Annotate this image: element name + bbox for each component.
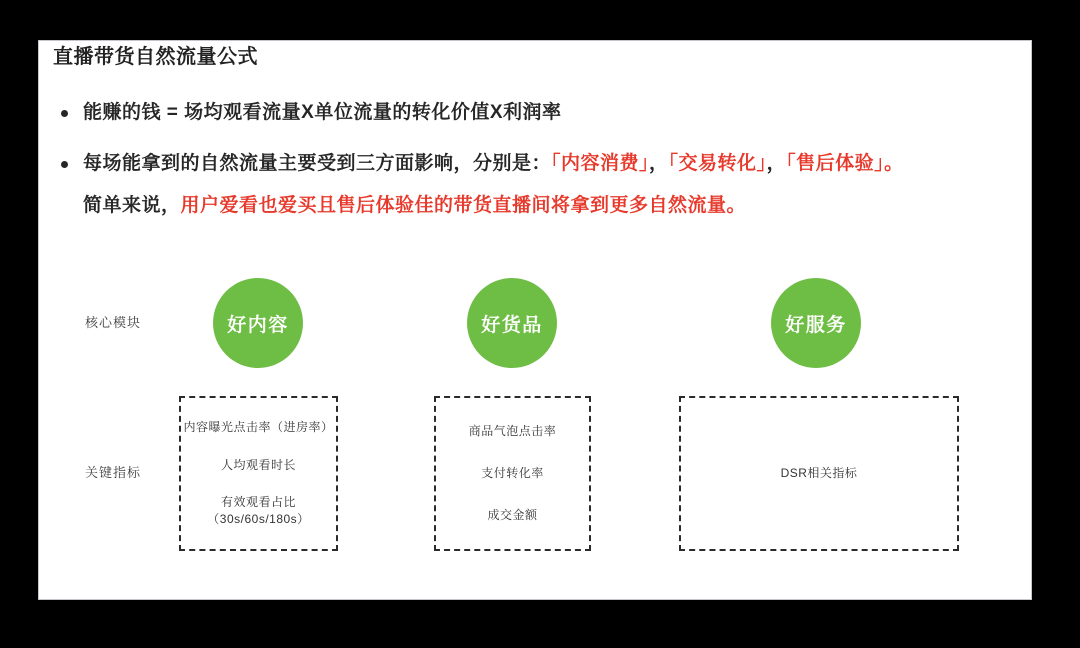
- metrics-box-content: [179, 396, 338, 551]
- metrics-box-service: [679, 396, 959, 551]
- formula-text: 能赚的钱 = 场均观看流量X单位流量的转化价值X利润率: [83, 102, 562, 123]
- module-circle-good-content: [213, 278, 303, 368]
- factors-separator: ，: [766, 153, 787, 174]
- bullet-factors: [61, 143, 1001, 227]
- bullet-dot: [61, 110, 68, 117]
- page-title: 直播带货自然流量公式: [53, 46, 258, 68]
- metric-item: 内容曝光点击率（进房率）: [183, 419, 334, 434]
- factor-content-consumption: 「内容消费」: [551, 153, 650, 174]
- module-label: 好服务: [785, 314, 847, 336]
- factors-intro: 每场能拿到的自然流量主要受到三方面影响，分别是：: [83, 153, 552, 174]
- metric-item: 成交金额: [487, 508, 538, 522]
- metric-item: [207, 494, 309, 528]
- metric-item-line: 有效观看占比: [220, 495, 296, 510]
- metric-item-line: （30s/60s/180s）: [207, 512, 310, 527]
- bullet-dot: [61, 161, 68, 168]
- summary-intro: 简单来说，: [83, 195, 181, 216]
- module-circle-good-service: [771, 278, 861, 368]
- summary-highlight: 用户爱看也爱买且售后体验佳的带货直播间将拿到更多自然流量。: [180, 195, 747, 216]
- metric-item: DSR相关指标: [780, 466, 858, 480]
- module-circle-good-products: [467, 278, 557, 368]
- metric-item: 支付转化率: [481, 466, 544, 480]
- row-label-core-modules: 核心模块: [85, 315, 142, 330]
- module-label: 好货品: [481, 314, 543, 336]
- module-label: 好内容: [227, 314, 289, 336]
- factors-line: [83, 143, 1001, 185]
- row-label-key-metrics: 关键指标: [85, 465, 142, 480]
- factor-after-sales: 「售后体验」。: [786, 153, 904, 174]
- factors-separator: ，: [649, 153, 669, 174]
- metric-item: 商品气泡点击率: [468, 424, 557, 438]
- bullet-formula: [61, 92, 1001, 134]
- factor-transaction-conversion: 「交易转化」: [668, 153, 767, 174]
- metric-item: 人均观看时长: [220, 457, 296, 472]
- slide: [38, 40, 1032, 600]
- metrics-box-products: [434, 396, 591, 551]
- summary-line: [83, 185, 1001, 227]
